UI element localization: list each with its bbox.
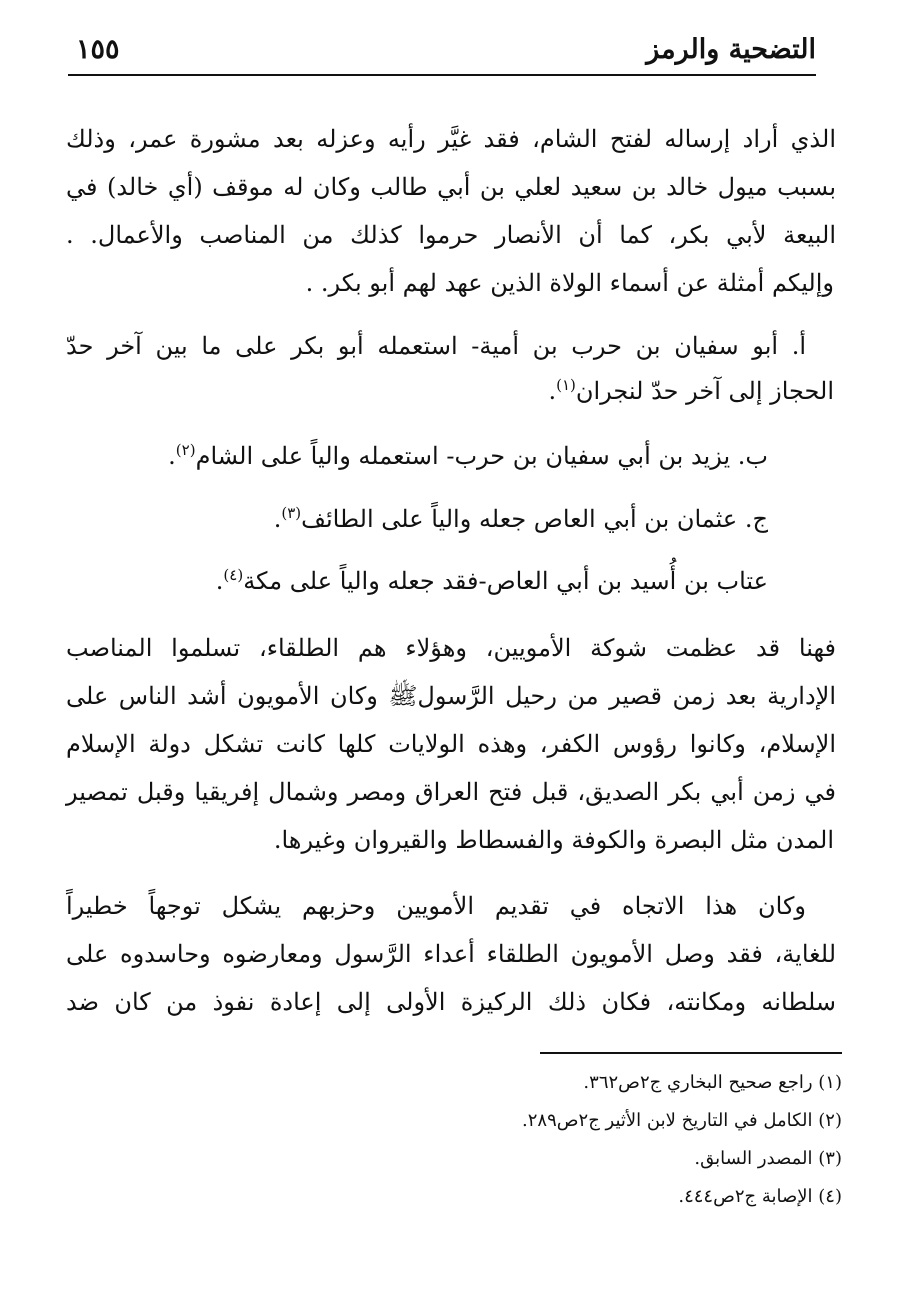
list-item-line: أ. أبو سفيان بن حرب بن أمية- استعمله أبو بكر على ما بين آخر حدّ xyxy=(66,332,806,360)
body-line: الإسلام، وكانوا رؤوس الكفر، وهذه الولايات كلها كانت تشكل دولة الإسلام xyxy=(66,730,836,758)
body-line: وكان هذا الاتجاه في تقديم الأمويين وحزبهم يشكل توجهاً خطيراً xyxy=(66,892,806,920)
running-title: التضحية والرمز xyxy=(646,34,816,65)
footnote-marker: (٣) xyxy=(281,504,302,522)
list-item-line xyxy=(548,371,834,411)
footnote-marker: (٢) xyxy=(175,441,196,459)
list-item-text: ب. يزيد بن أبي سفيان بن حرب- استعمله والياً على الشام xyxy=(195,442,768,470)
body-line: وإليكم أمثلة عن أسماء الولاة الذين عهد لهم أبو بكر. . xyxy=(305,269,834,297)
body-line: الإدارية بعد زمن قصير من رحيل الرَّسولﷺ وكان الأمويون أشد الناس على xyxy=(66,682,836,710)
list-item xyxy=(216,561,768,601)
body-line: بسبب ميول خالد بن سعيد لعلي بن أبي طالب وكان له موقف (أي خالد) في xyxy=(66,173,836,201)
body-line: البيعة لأبي بكر، كما أن الأنصار حرموا كذلك من المناصب والأعمال. . xyxy=(66,221,836,249)
body-line: سلطانه ومكانته، فكان ذلك الركيزة الأولى إلى إعادة نفوذ من كان ضد xyxy=(66,988,836,1016)
footnote: (١) راجع صحيح البخاري ج٢ص٣٦٢. xyxy=(583,1072,842,1093)
list-item-text: عتاب بن أُسيد بن أبي العاص-فقد جعله والياً على مكة xyxy=(243,567,768,595)
page-number: ١٥٥ xyxy=(76,34,120,65)
body-line: فهنا قد عظمت شوكة الأمويين، وهؤلاء هم الطلقاء، تسلموا المناصب xyxy=(66,634,836,662)
list-item xyxy=(168,436,768,476)
body-line: المدن مثل البصرة والكوفة والفسطاط والقيروان وغيرها. xyxy=(273,826,834,854)
footnote-separator xyxy=(540,1052,842,1054)
footnote-marker: (١) xyxy=(556,376,576,394)
page-header xyxy=(68,30,816,76)
footnote: (٣) المصدر السابق. xyxy=(694,1148,842,1169)
sentence-end: . xyxy=(273,505,282,533)
sentence-end: . xyxy=(548,377,557,405)
footnote-marker: (٤) xyxy=(223,566,244,584)
sentence-end: . xyxy=(168,442,176,470)
list-item-text: ج. عثمان بن أبي العاص جعله والياً على الطائف xyxy=(301,505,768,533)
list-item-text: الحجاز إلى آخر حدّ لنجران xyxy=(575,377,834,405)
body-line: للغاية، فقد وصل الأمويون الطلقاء أعداء الرَّسول ومعارضوه وحاسدوه على xyxy=(66,940,837,968)
list-item xyxy=(274,499,768,539)
footnote: (٤) الإصابة ج٢ص٤٤٤. xyxy=(678,1186,842,1207)
body-line: الذي أراد إرساله لفتح الشام، فقد غيَّر رأيه وعزله بعد مشورة عمر، وذلك xyxy=(66,125,836,153)
body-line: في زمن أبي بكر الصديق، قبل فتح العراق ومصر وشمال إفريقيا وقبل تمصير xyxy=(66,778,836,806)
sentence-end: . xyxy=(215,567,224,595)
footnote: (٢) الكامل في التاريخ لابن الأثير ج٢ص٢٨٩. xyxy=(522,1110,842,1131)
